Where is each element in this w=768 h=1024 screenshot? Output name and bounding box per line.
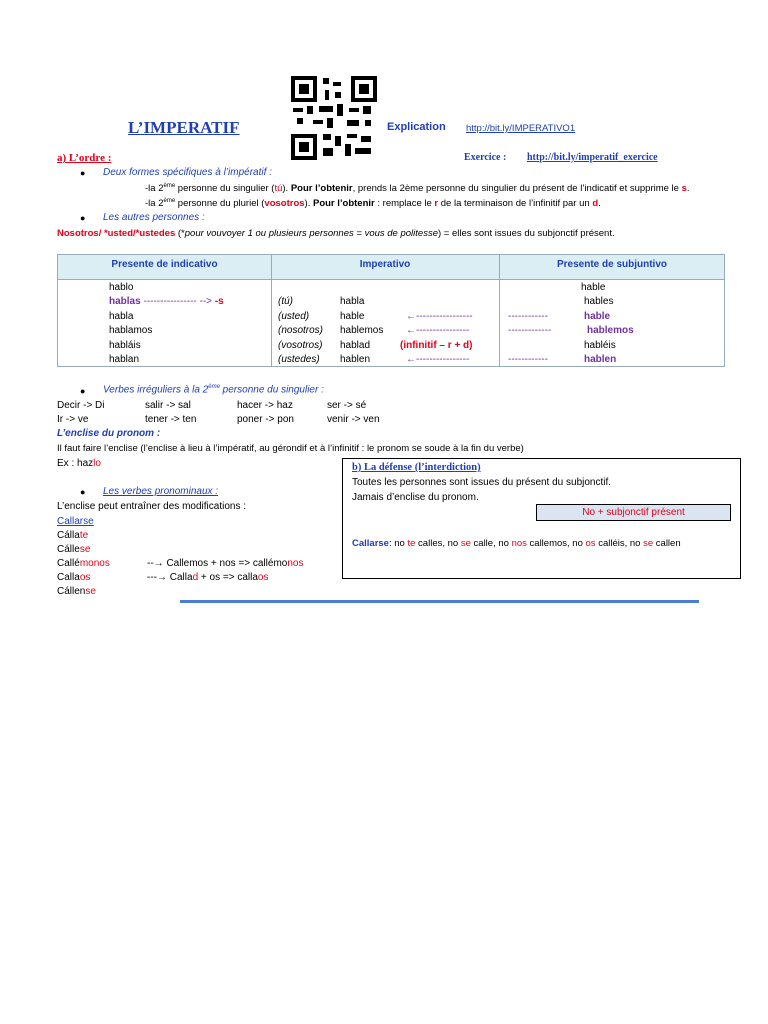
table-header-imperativo: Imperativo bbox=[359, 259, 411, 270]
irregular-verb: salir -> sal bbox=[145, 400, 191, 411]
autres-personnes-line: Nosotros/ *usted/*ustedes (*pour vouvoyer 1 ou plusieurs personnes = vous de politesse) = elles sont issues du subjonctif présent. bbox=[57, 228, 615, 239]
table-cell: hable bbox=[581, 282, 606, 293]
table-cell: hablo bbox=[109, 282, 134, 293]
enclise-title: L’enclise du pronom : bbox=[57, 428, 161, 439]
bullet-irreguliers: Verbes irréguliers à la 2ème personne du singulier : bbox=[103, 384, 324, 396]
list-item: Cállese bbox=[57, 544, 91, 555]
table-arrow: ←----------------- bbox=[406, 311, 473, 322]
irregular-verb: tener -> ten bbox=[145, 414, 197, 425]
irregular-verb: venir -> ven bbox=[327, 414, 380, 425]
table-cell: hables bbox=[584, 296, 614, 307]
qr-code-image bbox=[291, 76, 377, 160]
table-cell: hablas ---------------- --> -s bbox=[109, 296, 224, 307]
table-cell: habléis bbox=[584, 340, 616, 351]
page-title: L’IMPERATIF bbox=[128, 118, 240, 137]
table-cell: hablemos bbox=[340, 325, 384, 336]
rule-line-tu: -la 2ème personne du singulier (tú). Pour l’obtenir, prends la 2ème personne du singulier du présent de l’indicatif et supprime le s. bbox=[145, 183, 690, 195]
irregular-verb: Ir -> ve bbox=[57, 414, 89, 425]
enclise-example: Ex : hazlo bbox=[57, 458, 101, 469]
irregular-verb: Decir -> Di bbox=[57, 400, 105, 411]
table-cell: habláis bbox=[109, 340, 141, 351]
table-cell: (vosotros) bbox=[278, 340, 323, 351]
table-infinitif-note: (infinitif – r + d) bbox=[400, 340, 473, 351]
bullet-deux-formes: Deux formes spécifiques à l’impératif : bbox=[103, 167, 272, 178]
pronominaux-intro: L’enclise peut entraîner des modifications : bbox=[57, 501, 246, 512]
table-cell: hable bbox=[340, 311, 365, 322]
table-dashes: ------------ bbox=[508, 311, 548, 322]
enclise-text: Il faut faire l’enclise (l’enclise à lieu à l’impératif, au gérondif et à l’infinitif : le pronom se soude à la fin du verbe) bbox=[57, 443, 524, 454]
list-item: Callémonos bbox=[57, 558, 110, 569]
irregular-verb: ser -> sé bbox=[327, 400, 367, 411]
exercice-label: Exercice : bbox=[464, 152, 507, 163]
table-cell: hablan bbox=[109, 354, 140, 365]
bullet-autres-personnes: Les autres personnes : bbox=[103, 212, 205, 223]
table-cell: hablad bbox=[340, 340, 371, 351]
table-arrow: ←---------------- bbox=[406, 325, 470, 336]
callarse-link[interactable]: Callarse bbox=[57, 516, 94, 527]
table-header-subjuntivo: Presente de subjuntivo bbox=[556, 259, 668, 270]
divider bbox=[180, 600, 699, 603]
list-item-note: ---→ Callad + os => callaos bbox=[147, 572, 269, 583]
table-header-indicativo: Presente de indicativo bbox=[111, 259, 218, 270]
table-dashes: ------------ bbox=[508, 354, 548, 365]
table-cell: hablen bbox=[340, 354, 371, 365]
bullet-icon: ● bbox=[80, 386, 86, 396]
irregular-verb: hacer -> haz bbox=[237, 400, 293, 411]
table-cell: hablemos bbox=[587, 325, 634, 336]
list-item-note: --→ Callemos + nos => callémonos bbox=[147, 558, 304, 569]
defense-line: Toutes les personnes sont issues du présent du subjonctif. bbox=[352, 477, 612, 488]
bullet-pronominaux: Les verbes pronominaux : bbox=[103, 486, 219, 497]
bullet-icon: ● bbox=[80, 487, 86, 497]
defense-title: b) La défense (l’interdiction) bbox=[352, 462, 481, 473]
section-a-title: a) L’ordre : bbox=[57, 152, 112, 164]
bullet-icon: ● bbox=[80, 168, 86, 178]
bullet-icon: ● bbox=[80, 213, 86, 223]
table-cell: (tú) bbox=[278, 296, 293, 307]
list-item: Cállense bbox=[57, 586, 96, 597]
exercice-link[interactable]: http://bit.ly/imperatif_exercice bbox=[527, 152, 658, 163]
table-cell: (ustedes) bbox=[278, 354, 320, 365]
explication-label: Explication bbox=[387, 121, 446, 133]
table-cell: hablamos bbox=[109, 325, 153, 336]
list-item: Cállate bbox=[57, 530, 89, 541]
table-cell: (usted) bbox=[278, 311, 310, 322]
table-cell: habla bbox=[109, 311, 134, 322]
table-cell: (nosotros) bbox=[278, 325, 324, 336]
table-cell: habla bbox=[340, 296, 365, 307]
rule-line-vosotros: -la 2ème personne du pluriel (vosotros). Pour l’obtenir : remplace le r de la terminaison de l’infinitif par un d. bbox=[145, 198, 601, 210]
table-arrow: ←---------------- bbox=[406, 354, 470, 365]
irregular-verb: poner -> pon bbox=[237, 414, 294, 425]
list-item: Callaos bbox=[57, 572, 91, 583]
defense-example: Callarse: no te calles, no se calle, no nos callemos, no os calléis, no se callen bbox=[352, 538, 681, 549]
defense-rule: No + subjonctif présent bbox=[536, 504, 731, 521]
table-cell: hable bbox=[584, 311, 611, 322]
defense-line: Jamais d’enclise du pronom. bbox=[352, 492, 479, 503]
table-dashes: ------------- bbox=[508, 325, 552, 336]
conjugation-table bbox=[57, 254, 725, 367]
table-cell: hablen bbox=[584, 354, 617, 365]
explication-link[interactable]: http://bit.ly/IMPERATIVO1 bbox=[466, 123, 576, 134]
